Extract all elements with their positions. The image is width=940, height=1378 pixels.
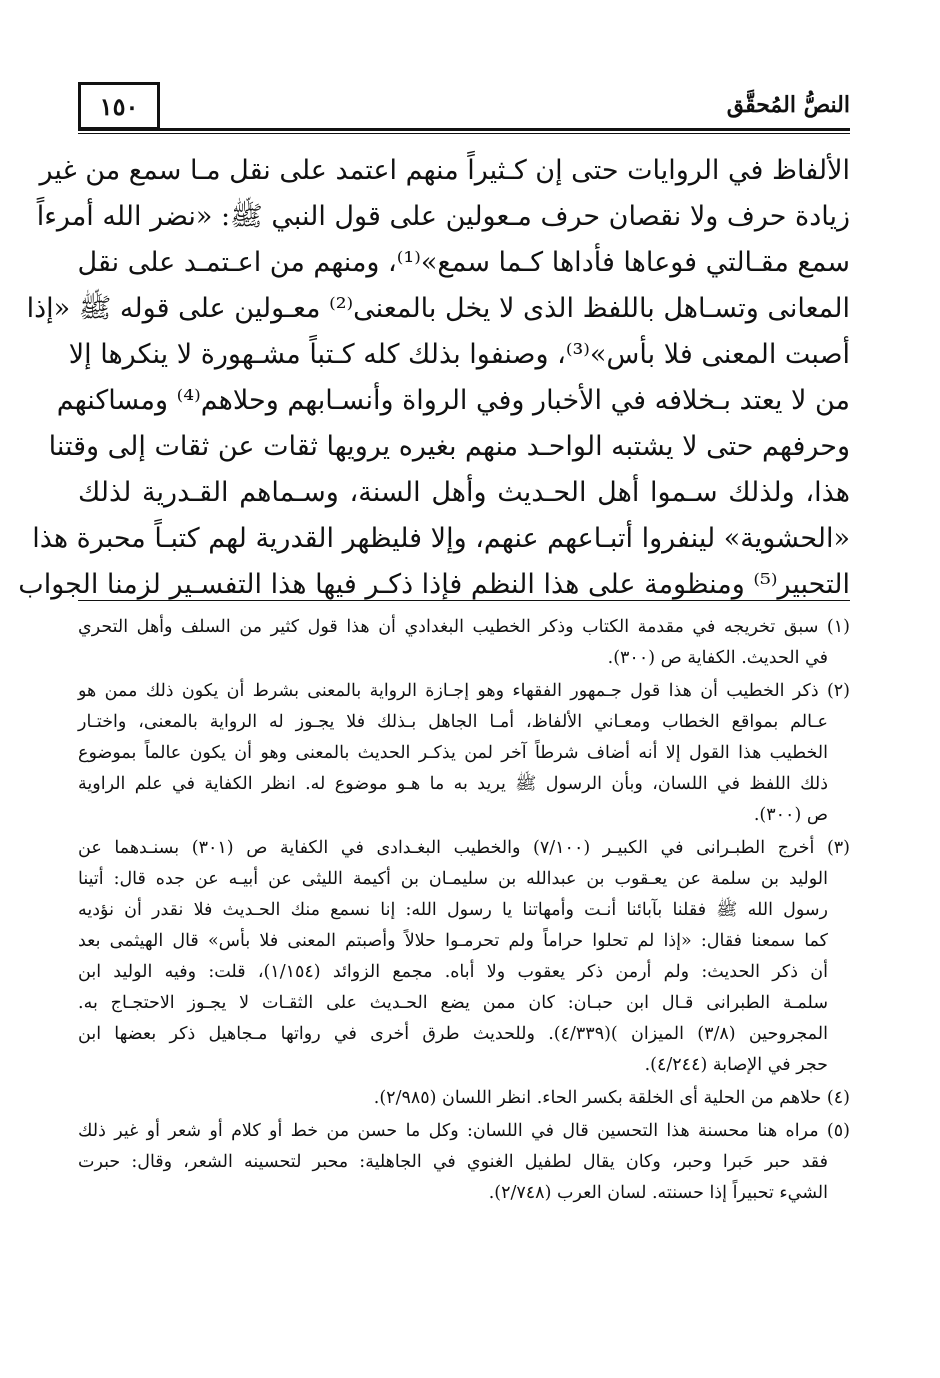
footnote-line: (٢) ذكر الخطيب أن هذا قول جـمهور الفقهاء وهو إجـازة الرواية بالمعنى بشرط أن يكون ذلك ممن هو (78, 681, 850, 701)
footnote-line: (٤) حلاهم من الحلية أى الخلقة بكسر الحاء. انظر اللسان (٢/٩٨٥). (373, 1088, 850, 1108)
footnote-line: كما سمعنا فقال: «إذا لم تحلوا حراماً ولم تحرمـوا حلالاً وأصبتم المعنى فلا بأس» قال الهيثمى بعد (78, 931, 828, 951)
footnote-line: سلمـة الطبرانى قـال ابن حبـان: كان ممن يضع الحـديث على الثقـات لا يجـوز الاحتجـاج به. (78, 993, 828, 1013)
footnote-line: رسول الله ﷺ فقلنا بآبائنا أنـت وأمهاتنا يا رسول الله: إنا نسمع منك الحـديث فلا نقدر أن نؤديه (78, 900, 828, 920)
footnote-2 (78, 676, 850, 831)
body-line: أصبت المعنى فلا بأس»⁽³⁾، وصنفوا بذلك كله كـتباً مشـهورة لا ينكرها إلا (68, 339, 850, 370)
body-line: هذا، ولذلك سـموا أهل الحـديث وأهل السنة، وسـماهم القـدرية لذلك (78, 477, 850, 508)
footnote-4 (78, 1083, 850, 1114)
footnote-5 (78, 1116, 850, 1209)
footnote-line: عـالم بمواقع الخطاب ومعـاني الألفاظ، أمـا الجاهل بـذلك فلا يجـوز له الرواية بالمعنى، واختـار (78, 712, 828, 732)
footnote-line: ذلك اللفظ في اللسان، وبأن الرسول ﷺ يريد به ما هـو موضوع له. انظر الكفاية في علم الراوية (78, 774, 828, 794)
footnote-line: أن ذكر الحديث: ولم أرمن ذكر يعقوب ولا أباه. مجمع الزوائد (١/١٥٤)، قلت: وفيه الوليد ابن (78, 962, 828, 982)
footnote-line: (٣) أخرج الطبـرانى في الكبيـر (٧/١٠٠) والخطيب البغـدادى في الكفاية ص (٣٠١) بسنـدهما عن (78, 838, 850, 858)
footnote-line: حجر في الإصابة (٤/٢٤٤). (644, 1055, 828, 1075)
body-line: سمع مقـالتي فوعاها فأداها كـما سمع»⁽¹⁾، ومنهم من اعـتمـد على نقل (77, 247, 850, 278)
footnote-line: في الحديث. الكفاية ص (٣٠٠). (607, 648, 828, 668)
main-body-text (18, 148, 850, 608)
footnote-line: الخطيب هذا القول إلا أنه أضاف شرطاً آخر لمن يذكـر الحديث بالمعنى وهو أن يكون عالماً بموضوع (78, 743, 828, 763)
footnote-line: ص (٣٠٠). (753, 805, 828, 825)
running-title: النصُّ المُحقَّق (726, 92, 850, 118)
footnote-line: (١) سبق تخريجه في مقدمة الكتاب وذكر الخطيب البغدادي أن هذا قول كثير من السلف وأهل التحري (78, 617, 850, 637)
page-header (78, 82, 850, 132)
footnote-separator (78, 600, 850, 601)
footnotes (78, 612, 850, 1211)
body-line: من لا يعتد بـخلافه في الأخبار وفي الرواة وأنسـابهم وحلاهم⁽⁴⁾ ومساكنهم (56, 385, 850, 416)
body-line: زيادة حرف ولا نقصان حرف مـعولين على قول النبي ﷺ: «نضر الله أمرءاً (36, 201, 850, 232)
footnote-line: المجروحين (٣/٨) الميزان )(٤/٣٣٩). وللحديث طرق أخرى في رواتها مـجاهيل ذكر بعضها ابن (78, 1024, 828, 1044)
footnote-3 (78, 833, 850, 1081)
page-number: ١٥٠ (99, 91, 139, 121)
page-number-box (78, 82, 160, 130)
header-rule-thick (78, 128, 850, 131)
header-rule-thin (78, 133, 850, 134)
footnote-line: فقد حبر حَبرا وحبر، وكان يقال لطفيل الغنوي في الجاهلية: محبر لتحسينه الشعر، وقال: حبرت (78, 1152, 828, 1172)
body-line: المعانى وتسـاهل باللفظ الذى لا يخل بالمعنى⁽²⁾ معـولين على قوله ﷺ «إذا (26, 293, 850, 324)
body-line: التحبير⁽⁵⁾ ومنظومة على هذا النظم فإذا ذكـر فيها هذا التفسـير لزمنا الجواب (18, 569, 850, 600)
body-line: «الحشوية» لينفروا أتبـاعهم عنهم، وإلا فليظهر القدرية لهم كتبـاً محبرة هذا (32, 523, 850, 554)
body-line: وحرفهم حتى لا يشتبه الواحـد منهم بغيره يرويها ثقات عن ثقات إلى وقتنا (48, 431, 850, 462)
footnote-line: الشيء تحبيراً إذا حسنته. لسان العرب (٢/٧٤٨). (488, 1183, 828, 1203)
footnote-line: (٥) مراه هنا محسنة هذا التحسين قال في اللسان: وكل ما حسن من خط أو كلام أو شعر أو غير ذلك (78, 1121, 850, 1141)
footnote-1 (78, 612, 850, 674)
footnote-line: الوليد بن سلمة عن يعـقوب بن عبدالله بن سليمـان بن أكيمة الليثى عن أبيـه عن جده قال: أتينا (78, 869, 828, 889)
body-line: الألفاظ في الروايات حتى إن كـثيراً منهم اعتمد على نقل مـا سمع من غير (39, 155, 850, 186)
